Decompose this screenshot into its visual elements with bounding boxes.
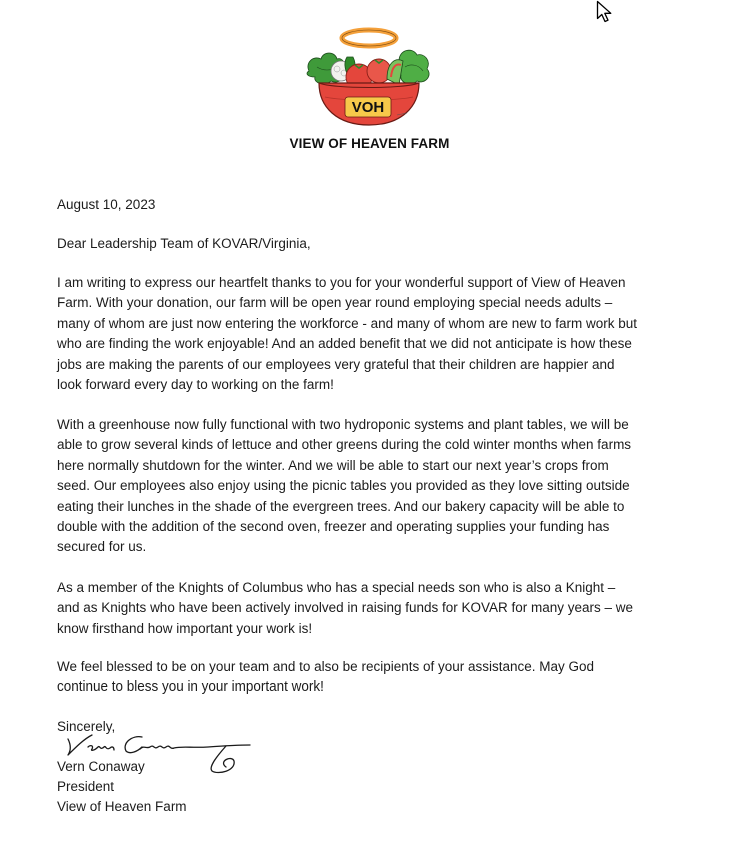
paragraph-greenhouse [57, 415, 687, 558]
paragraph-line: secured for us. [57, 539, 147, 555]
paragraph-line: many of whom are just now entering the workforce - and many of whom are new to farm work but [57, 315, 638, 331]
paragraph-blessing [57, 657, 687, 698]
logo-text: VOH [351, 99, 385, 116]
signer-name: Vern Conaway [57, 759, 145, 774]
mouse-cursor-icon [596, 0, 616, 24]
paragraph-line: here normally shutdown for the winter. And we will be able to start our next year’s crops from [57, 457, 609, 473]
paragraph-line: look forward every day to working on the farm! [57, 377, 334, 393]
paragraph-line: I am writing to express our heartfelt thanks to you for your wonderful support of View of Heaven [57, 275, 626, 290]
paragraph-line: know firsthand how important your work is! [57, 620, 313, 636]
signer-title: President [57, 779, 115, 794]
paragraph-line: As a member of the Knights of Columbus who has a special needs son who is also a Knight – [57, 580, 616, 595]
paragraph-line: who are finding the work enjoyable! And an added benefit that we did not anticipate is how these [57, 336, 632, 352]
paragraph-line: double with the addition of the second oven, freezer and operating supplies your funding has [57, 519, 610, 535]
letter-date: August 10, 2023 [57, 197, 156, 212]
paragraph-line: Farm. With your donation, our farm will be open year round employing special needs adults – [57, 295, 613, 311]
voh-logo [303, 27, 435, 133]
paragraph-knights [57, 578, 687, 639]
paragraph-line: and as Knights who have been actively involved in raising funds for KOVAR for many years – we [57, 600, 634, 616]
paragraph-line: With a greenhouse now fully functional with two hydroponic systems and plant tables, we will be [57, 417, 629, 432]
signer-organization: View of Heaven Farm [57, 799, 187, 814]
paragraph-line: eating their lunches in the shade of the evergreen trees. And our bakery capacity will be able to [57, 498, 625, 514]
paragraph-line: We feel blessed to be on your team and to also be recipients of your assistance. May God [57, 659, 595, 674]
letterhead-farm-name: VIEW OF HEAVEN FARM [289, 136, 450, 151]
salutation: Dear Leadership Team of KOVAR/Virginia, [57, 236, 311, 251]
paragraph-line: jobs are making the parents of our employees very grateful that their children are happier and [57, 356, 615, 372]
paragraph-thanks [57, 273, 687, 395]
paragraph-line: continue to bless you in your important work! [57, 679, 324, 696]
closing: Sincerely, [57, 719, 116, 734]
paragraph-line: able to grow several kinds of lettuce and other greens during the cold winter months when farms [57, 437, 632, 453]
paragraph-line: seed. Our employees also enjoy using the picnic tables you provided as they love sitting outside [57, 478, 630, 494]
